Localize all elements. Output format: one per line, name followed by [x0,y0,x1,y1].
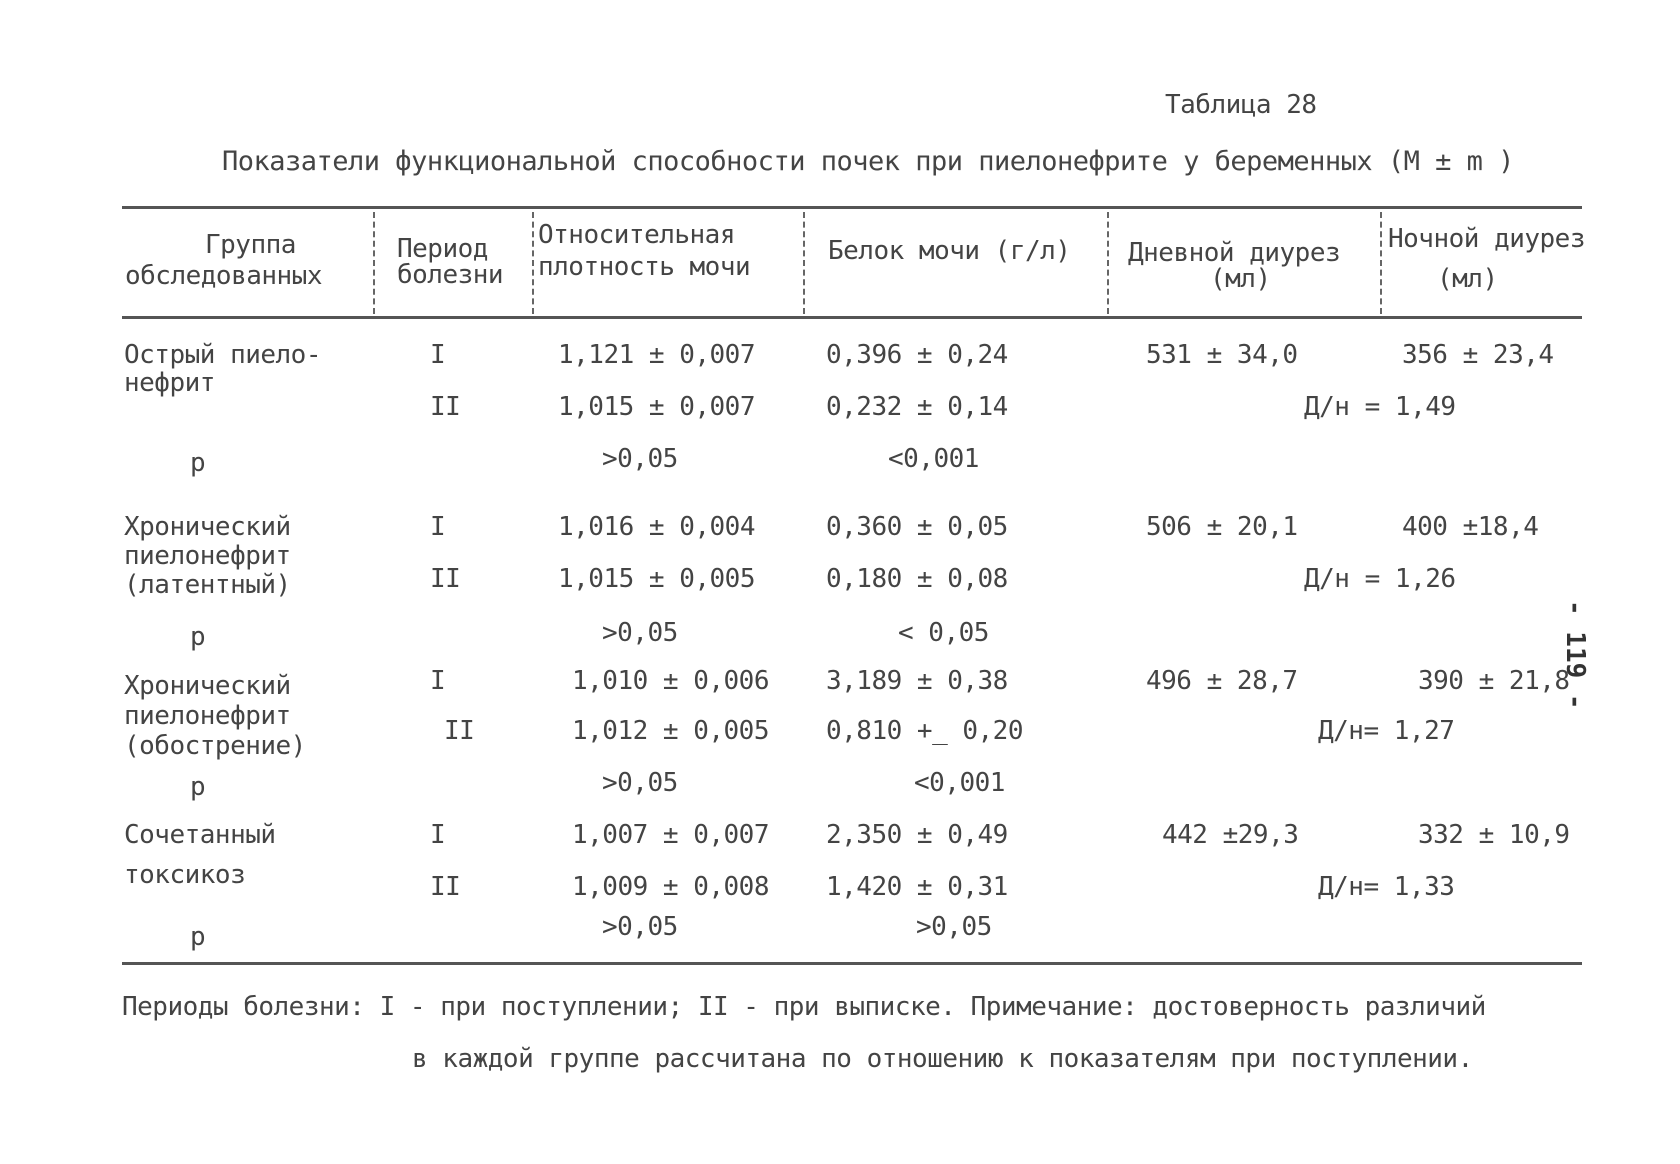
protein-cell: 0,360 ± 0,05 [826,512,1008,542]
p-protein: < 0,05 [898,618,989,648]
table-top-rule [122,206,1582,209]
night-diuresis-cell: 356 ± 23,4 [1402,340,1554,370]
p-protein: >0,05 [916,912,992,942]
page-number: - 119 - [1560,600,1590,710]
group-name-line: нефрит [124,368,215,398]
day-night-ratio: Д/н= 1,27 [1318,716,1455,746]
density-cell: 1,009 ± 0,008 [572,872,769,902]
period-cell: I [430,820,446,850]
day-diuresis-cell: 506 ± 20,1 [1146,512,1298,542]
group-name-line: токсикоз [124,860,246,890]
day-night-ratio: Д/н= 1,33 [1318,872,1455,902]
header-separator [1107,212,1109,314]
header-separator [373,212,375,314]
period-cell: I [430,512,446,542]
header-period-line: болезни [397,260,504,290]
header-night-line: (мл) [1437,264,1498,294]
density-cell: 1,015 ± 0,005 [558,564,755,594]
p-protein: <0,001 [914,768,1005,798]
density-cell: 1,012 ± 0,005 [572,716,769,746]
table-bottom-rule [122,962,1582,965]
p-label: р [190,772,206,802]
night-diuresis-cell: 400 ±18,4 [1402,512,1539,542]
night-diuresis-cell: 332 ± 10,9 [1418,820,1570,850]
protein-cell: 3,189 ± 0,38 [826,666,1008,696]
group-name-line: пиелонефрит [124,541,291,571]
protein-cell: 0,810 +_ 0,20 [826,716,1023,746]
header-bottom-rule [122,316,1582,319]
p-label: р [190,448,206,478]
p-density: >0,05 [602,618,678,648]
header-density-line: Относительная [538,220,735,250]
header-group-line: Группа [205,230,296,260]
day-night-ratio: Д/н = 1,49 [1304,392,1456,422]
group-name-line: (латентный) [124,570,291,600]
header-density-line: плотность мочи [538,252,751,282]
header-night-line: Ночной диурез [1388,224,1585,254]
p-label: р [190,622,206,652]
header-day-line: Дневной диурез [1128,238,1341,268]
density-cell: 1,010 ± 0,006 [572,666,769,696]
period-cell: II [430,564,461,594]
group-name-line: Хронический [124,671,291,701]
group-name-line: пиелонефрит [124,701,291,731]
group-name-line: Сочетанный [124,820,276,850]
protein-cell: 0,396 ± 0,24 [826,340,1008,370]
night-diuresis-cell: 390 ± 21,8 [1418,666,1570,696]
density-cell: 1,007 ± 0,007 [572,820,769,850]
day-diuresis-cell: 442 ±29,3 [1162,820,1299,850]
header-separator [1380,212,1382,314]
header-period-line: Период [397,234,488,264]
day-diuresis-cell: 531 ± 34,0 [1146,340,1298,370]
density-cell: 1,015 ± 0,007 [558,392,755,422]
p-density: >0,05 [602,444,678,474]
p-density: >0,05 [602,912,678,942]
group-name-line: Хронический [124,512,291,542]
density-cell: 1,121 ± 0,007 [558,340,755,370]
period-cell: I [430,340,446,370]
p-protein: <0,001 [888,444,979,474]
protein-cell: 2,350 ± 0,49 [826,820,1008,850]
protein-cell: 0,180 ± 0,08 [826,564,1008,594]
period-cell: II [430,392,461,422]
period-cell: I [430,666,446,696]
density-cell: 1,016 ± 0,004 [558,512,755,542]
day-diuresis-cell: 496 ± 28,7 [1146,666,1298,696]
header-day-line: (мл) [1210,264,1271,294]
p-density: >0,05 [602,768,678,798]
protein-cell: 1,420 ± 0,31 [826,872,1008,902]
day-night-ratio: Д/н = 1,26 [1304,564,1456,594]
header-group-line: обследованных [125,261,322,291]
table-title: Показатели функциональной способности почек при пиелонефрите у беременных (М ± m ) [222,146,1514,177]
group-name-line: Острый пиело- [124,340,321,370]
header-separator [532,212,534,314]
protein-cell: 0,232 ± 0,14 [826,392,1008,422]
p-label: р [190,922,206,952]
group-name-line: (обострение) [124,731,306,761]
header-separator [803,212,805,314]
period-cell: II [444,716,475,746]
footnote-line: в каждой группе рассчитана по отношению к показателям при поступлении. [412,1044,1473,1074]
table-label: Таблица 28 [1165,90,1317,120]
period-cell: II [430,872,461,902]
header-protein: Белок мочи (г/л) [828,236,1071,266]
footnote-line: Периоды болезни: I - при поступлении; II - при выписке. Примечание: достоверность различий [122,992,1486,1022]
